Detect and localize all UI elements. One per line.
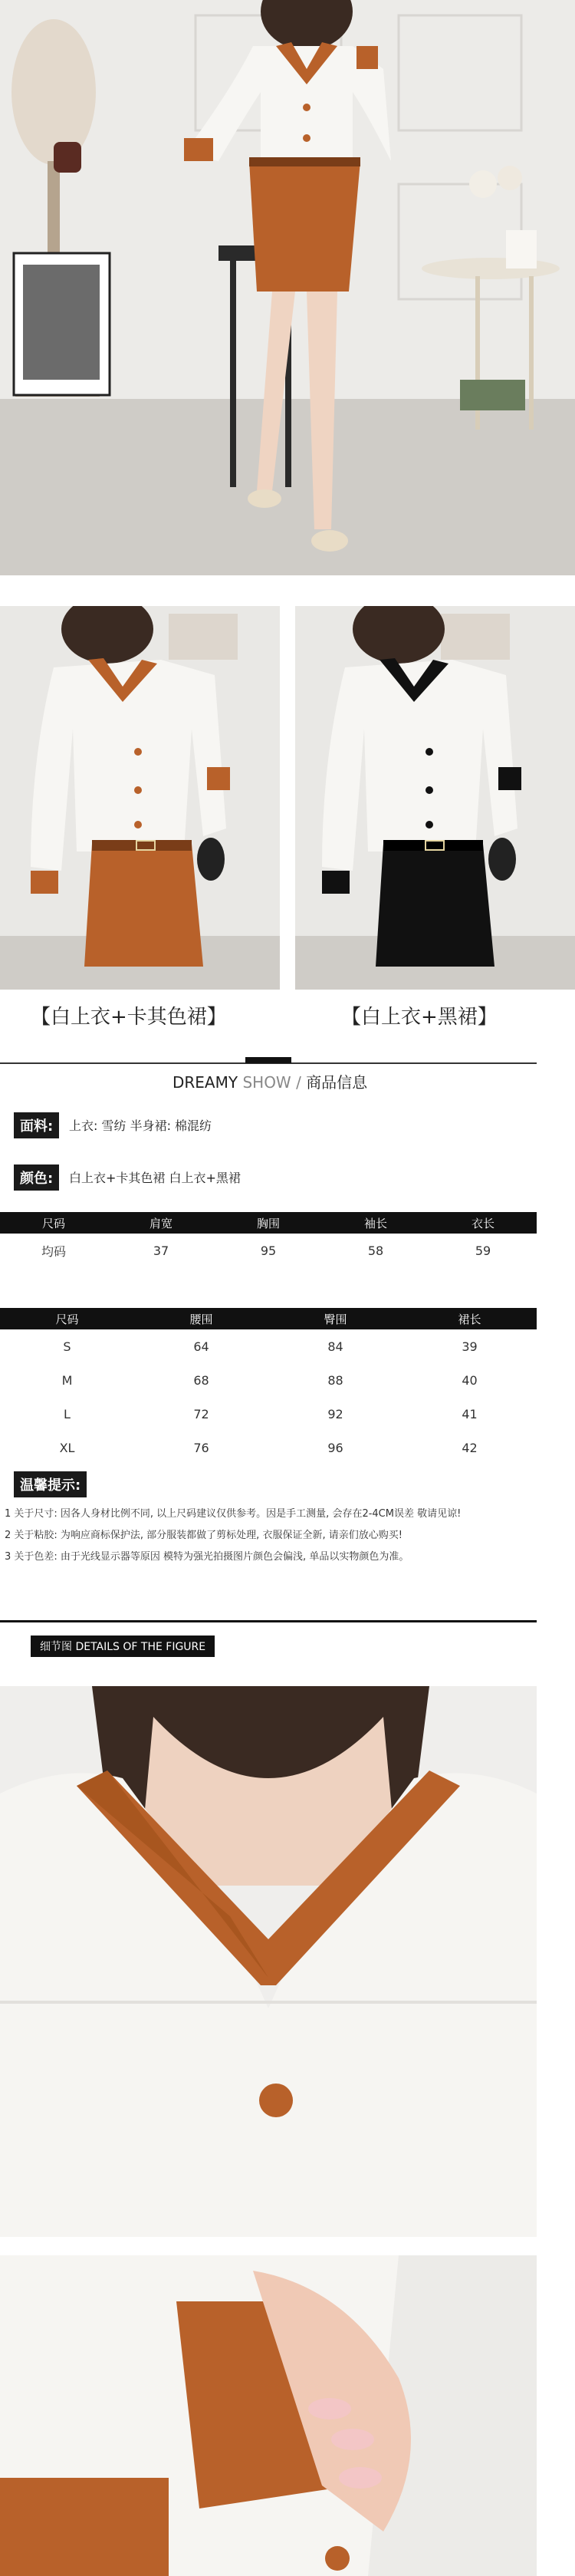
photo-white-top-black-skirt: [295, 606, 575, 990]
top-size-table: [0, 1212, 537, 1267]
table-cell: L: [64, 1406, 71, 1421]
table-row: [0, 1363, 537, 1397]
table-cell: M: [61, 1372, 73, 1388]
tip-line: 3 关于色差: 由于光线显示器等原因 模特为强光拍摄图片颜色会偏浅, 单品以实物颜色为准。: [5, 1551, 409, 1563]
top-size-header-row: [0, 1212, 537, 1234]
table-cell: 76: [193, 1440, 209, 1455]
details-divider: [0, 1620, 537, 1622]
table-cell: 58: [367, 1243, 384, 1258]
show-text: SHOW: [242, 1073, 291, 1092]
fabric-value: 上衣: 雪纺 半身裙: 棉混纺: [69, 1118, 212, 1133]
hero-photo: [0, 0, 575, 575]
table-cell: 39: [462, 1339, 478, 1354]
table-cell: 84: [327, 1339, 343, 1354]
caption-black-set: 【白上衣+黑裙】: [341, 1006, 498, 1029]
table-cell: 41: [462, 1406, 478, 1421]
header-accent: [245, 1057, 291, 1063]
detail-photo-cuff: [0, 2255, 537, 2576]
table-cell: 96: [327, 1440, 343, 1455]
top-header-cell: 胸围: [256, 1216, 280, 1230]
table-cell: 72: [193, 1406, 209, 1421]
skirt-size-header-row: [0, 1308, 537, 1329]
skirt-header-cell: 臀围: [324, 1312, 347, 1326]
table-cell: 88: [327, 1372, 343, 1388]
skirt-header-cell: 裙长: [458, 1312, 481, 1326]
table-cell: XL: [59, 1440, 75, 1455]
product-info-title: 商品信息: [306, 1073, 368, 1092]
top-header-cell: 袖长: [363, 1216, 387, 1230]
tip-line: 1 关于尺寸: 因各人身材比例不同, 以上尺码建议仅供参考。因是手工测量, 会存在2-4CM误差 敬请见谅!: [5, 1508, 462, 1520]
product-info-heading: DREAMY SHOW / 商品信息: [172, 1073, 368, 1092]
top-header-cell: 衣长: [471, 1216, 495, 1230]
caption-khaki-set: 【白上衣+卡其色裙】: [31, 1006, 227, 1029]
table-row: [0, 1329, 537, 1363]
table-row: [0, 1234, 537, 1267]
table-cell: 68: [193, 1372, 209, 1388]
skirt-header-cell: 尺码: [55, 1312, 79, 1326]
table-cell: 均码: [41, 1244, 66, 1259]
table-cell: 59: [475, 1243, 491, 1258]
table-row: [0, 1397, 537, 1431]
color-value: 白上衣+卡其色裙 白上衣+黑裙: [69, 1171, 241, 1185]
top-header-cell: 肩宽: [149, 1216, 172, 1230]
table-cell: 42: [462, 1440, 478, 1455]
table-cell: 64: [193, 1339, 209, 1354]
table-cell: 40: [462, 1372, 478, 1388]
table-cell: 37: [153, 1243, 169, 1258]
skirt-size-table: [0, 1308, 537, 1464]
detail-photo-collar: [0, 1686, 537, 2237]
top-header-cell: 尺码: [41, 1216, 65, 1230]
fabric-label: 面料:: [14, 1112, 59, 1138]
brand-text: DREAMY: [172, 1073, 238, 1092]
tips-label: 温馨提示:: [14, 1471, 87, 1497]
skirt-header-cell: 腰围: [189, 1312, 213, 1326]
color-label: 颜色:: [14, 1164, 59, 1191]
table-cell: S: [63, 1339, 71, 1354]
tip-line: 2 关于粘胶: 为响应商标保护法, 部分服装都做了剪标处理, 衣服保证全新, 请亲们放心购买!: [5, 1530, 402, 1541]
table-row: [0, 1431, 537, 1464]
table-cell: 95: [260, 1243, 277, 1258]
details-tag: 细节图 DETAILS OF THE FIGURE: [31, 1636, 215, 1657]
table-cell: 92: [327, 1406, 343, 1421]
photo-white-top-khaki-skirt: [0, 606, 280, 990]
